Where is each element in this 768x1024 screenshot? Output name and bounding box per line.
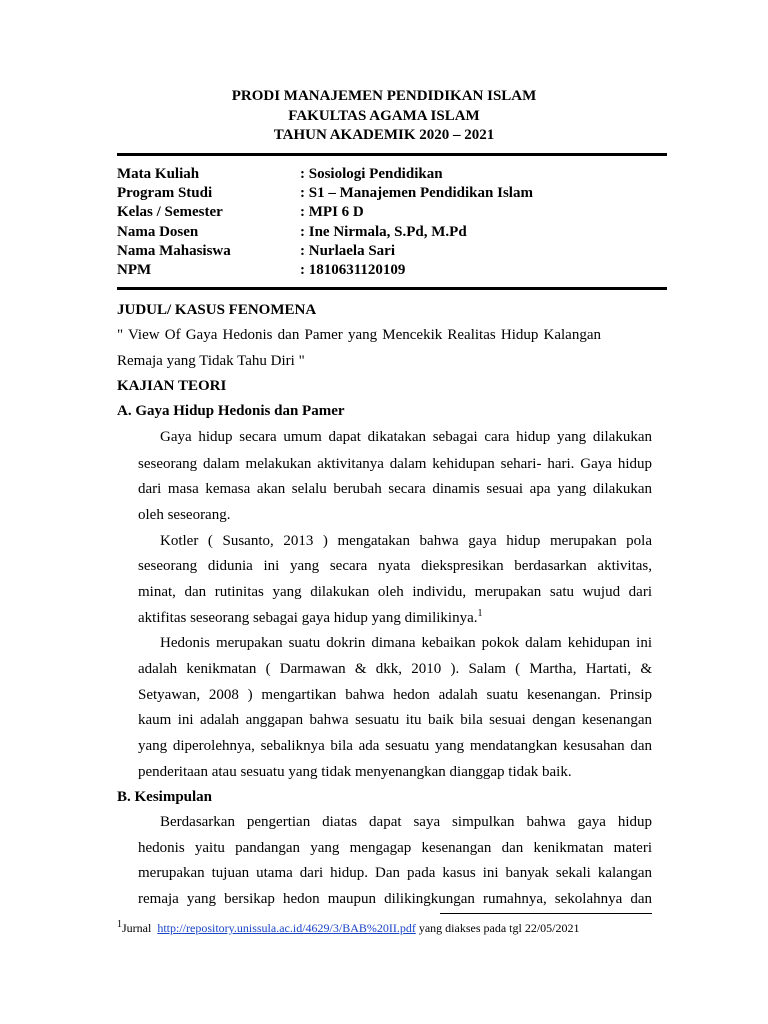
info-value: : Ine Nirmala, S.Pd, M.Pd [300, 224, 467, 240]
judul-title-line: Remaja yang Tidak Tahu Diri " [117, 353, 305, 369]
info-value: : 1810631120109 [300, 262, 406, 278]
paragraph-line: yang diperolehnya, sebaliknya bila ada sesuatu yang mendatangkan kesusahan dan [138, 738, 652, 754]
info-label: Program Studi [117, 185, 213, 201]
info-label: NPM [117, 262, 152, 278]
paragraph-line: Gaya hidup secara umum dapat dikatakan sebagai cara hidup yang dilakukan [160, 429, 652, 445]
paragraph-line: Hedonis merupakan suatu dokrin dimana kebaikan pokok dalam kehidupan ini [160, 635, 652, 651]
info-value: : MPI 6 D [300, 204, 364, 220]
judul-title-line: " View Of Gaya Hedonis dan Pamer yang Mencekik Realitas Hidup Kalangan [117, 327, 601, 343]
paragraph-line: oleh seseorang. [138, 507, 231, 523]
paragraph-line: penderitaan atau sesuatu yang tidak menyenangkan dianggap tidak baik. [138, 764, 572, 780]
info-value: : Nurlaela Sari [300, 243, 395, 259]
paragraph-text: aktifitas seseorang sebagai gaya hidup yang dimilikinya. [138, 610, 478, 626]
info-value: : Sosiologi Pendidikan [300, 166, 443, 182]
header-faculty: FAKULTAS AGAMA ISLAM [288, 108, 480, 124]
kajian-heading: KAJIAN TEORI [117, 378, 227, 394]
footnote-reference[interactable]: 1 [477, 608, 483, 619]
footnote-prefix: Jurnal [122, 921, 152, 935]
judul-heading: JUDUL/ KASUS FENOMENA [117, 302, 317, 318]
info-label: Nama Mahasiswa [117, 243, 231, 259]
footnote-suffix: yang diakses pada tgl 22/05/2021 [415, 921, 580, 935]
header-program: PRODI MANAJEMEN PENDIDIKAN ISLAM [231, 88, 537, 104]
paragraph-line: merupakan tujuan utama dari hidup. Dan pada kasus ini banyak sekali kalangan [138, 865, 652, 881]
bottom-divider [117, 287, 667, 290]
paragraph-line-with-footnote [138, 609, 483, 628]
paragraph-line: dari masa kemasa akan selalu berubah secara dinamis sesuai apa yang dilakukan [138, 481, 652, 497]
paragraph-line: Kotler ( Susanto, 2013 ) mengatakan bahwa gaya hidup merupakan pola [160, 533, 652, 549]
top-divider [117, 153, 667, 156]
paragraph-line: Berdasarkan pengertian diatas dapat saya simpulkan bahwa gaya hidup [160, 814, 652, 830]
header-academic-year: TAHUN AKADEMIK 2020 – 2021 [273, 127, 495, 143]
footnote-link[interactable]: http://repository.unissula.ac.id/4629/3/BAB%20II.pdf [157, 921, 416, 935]
footnote-separator [440, 913, 652, 914]
info-label: Kelas / Semester [117, 204, 223, 220]
paragraph-line: adalah kenikmatan ( Darmawan & dkk, 2010 ). Salam ( Martha, Hartati, & [138, 661, 652, 677]
paragraph-line: Setyawan, 2008 ) mengartikan bahwa hedon adalah suatu kesenangan. Prinsip [138, 687, 652, 703]
section-b-heading: B. Kesimpulan [117, 789, 213, 805]
paragraph-line: minat, dan rutinitas yang dilakukan oleh individu, merupakan satu wujud dari [138, 584, 652, 600]
paragraph-line: remaja yang bersikap hedon maupun dilikingkungan rumahnya, sekolahnya dan [138, 891, 652, 907]
paragraph-line: hedonis yaitu pandangan yang mengagap kesenangan dan kenikmatan materi [138, 840, 652, 856]
paragraph-line: kaum ini adalah anggapan bahwa sesuatu itu baik bila sesuai dengan kesenangan [138, 712, 652, 728]
paragraph-line: seseorang dalam melakukan aktivitanya dalam kehidupan sehari- hari. Gaya hidup [138, 456, 652, 472]
section-a-heading: A. Gaya Hidup Hedonis dan Pamer [117, 403, 345, 419]
footnote [117, 921, 580, 936]
info-label: Mata Kuliah [117, 166, 200, 182]
footnote-mark: 1 [117, 919, 122, 930]
info-value: : S1 – Manajemen Pendidikan Islam [300, 185, 533, 201]
info-label: Nama Dosen [117, 224, 199, 240]
paragraph-line: seseorang didunia ini yang secara nyata diekspresikan berdasarkan aktivitas, [138, 558, 652, 574]
